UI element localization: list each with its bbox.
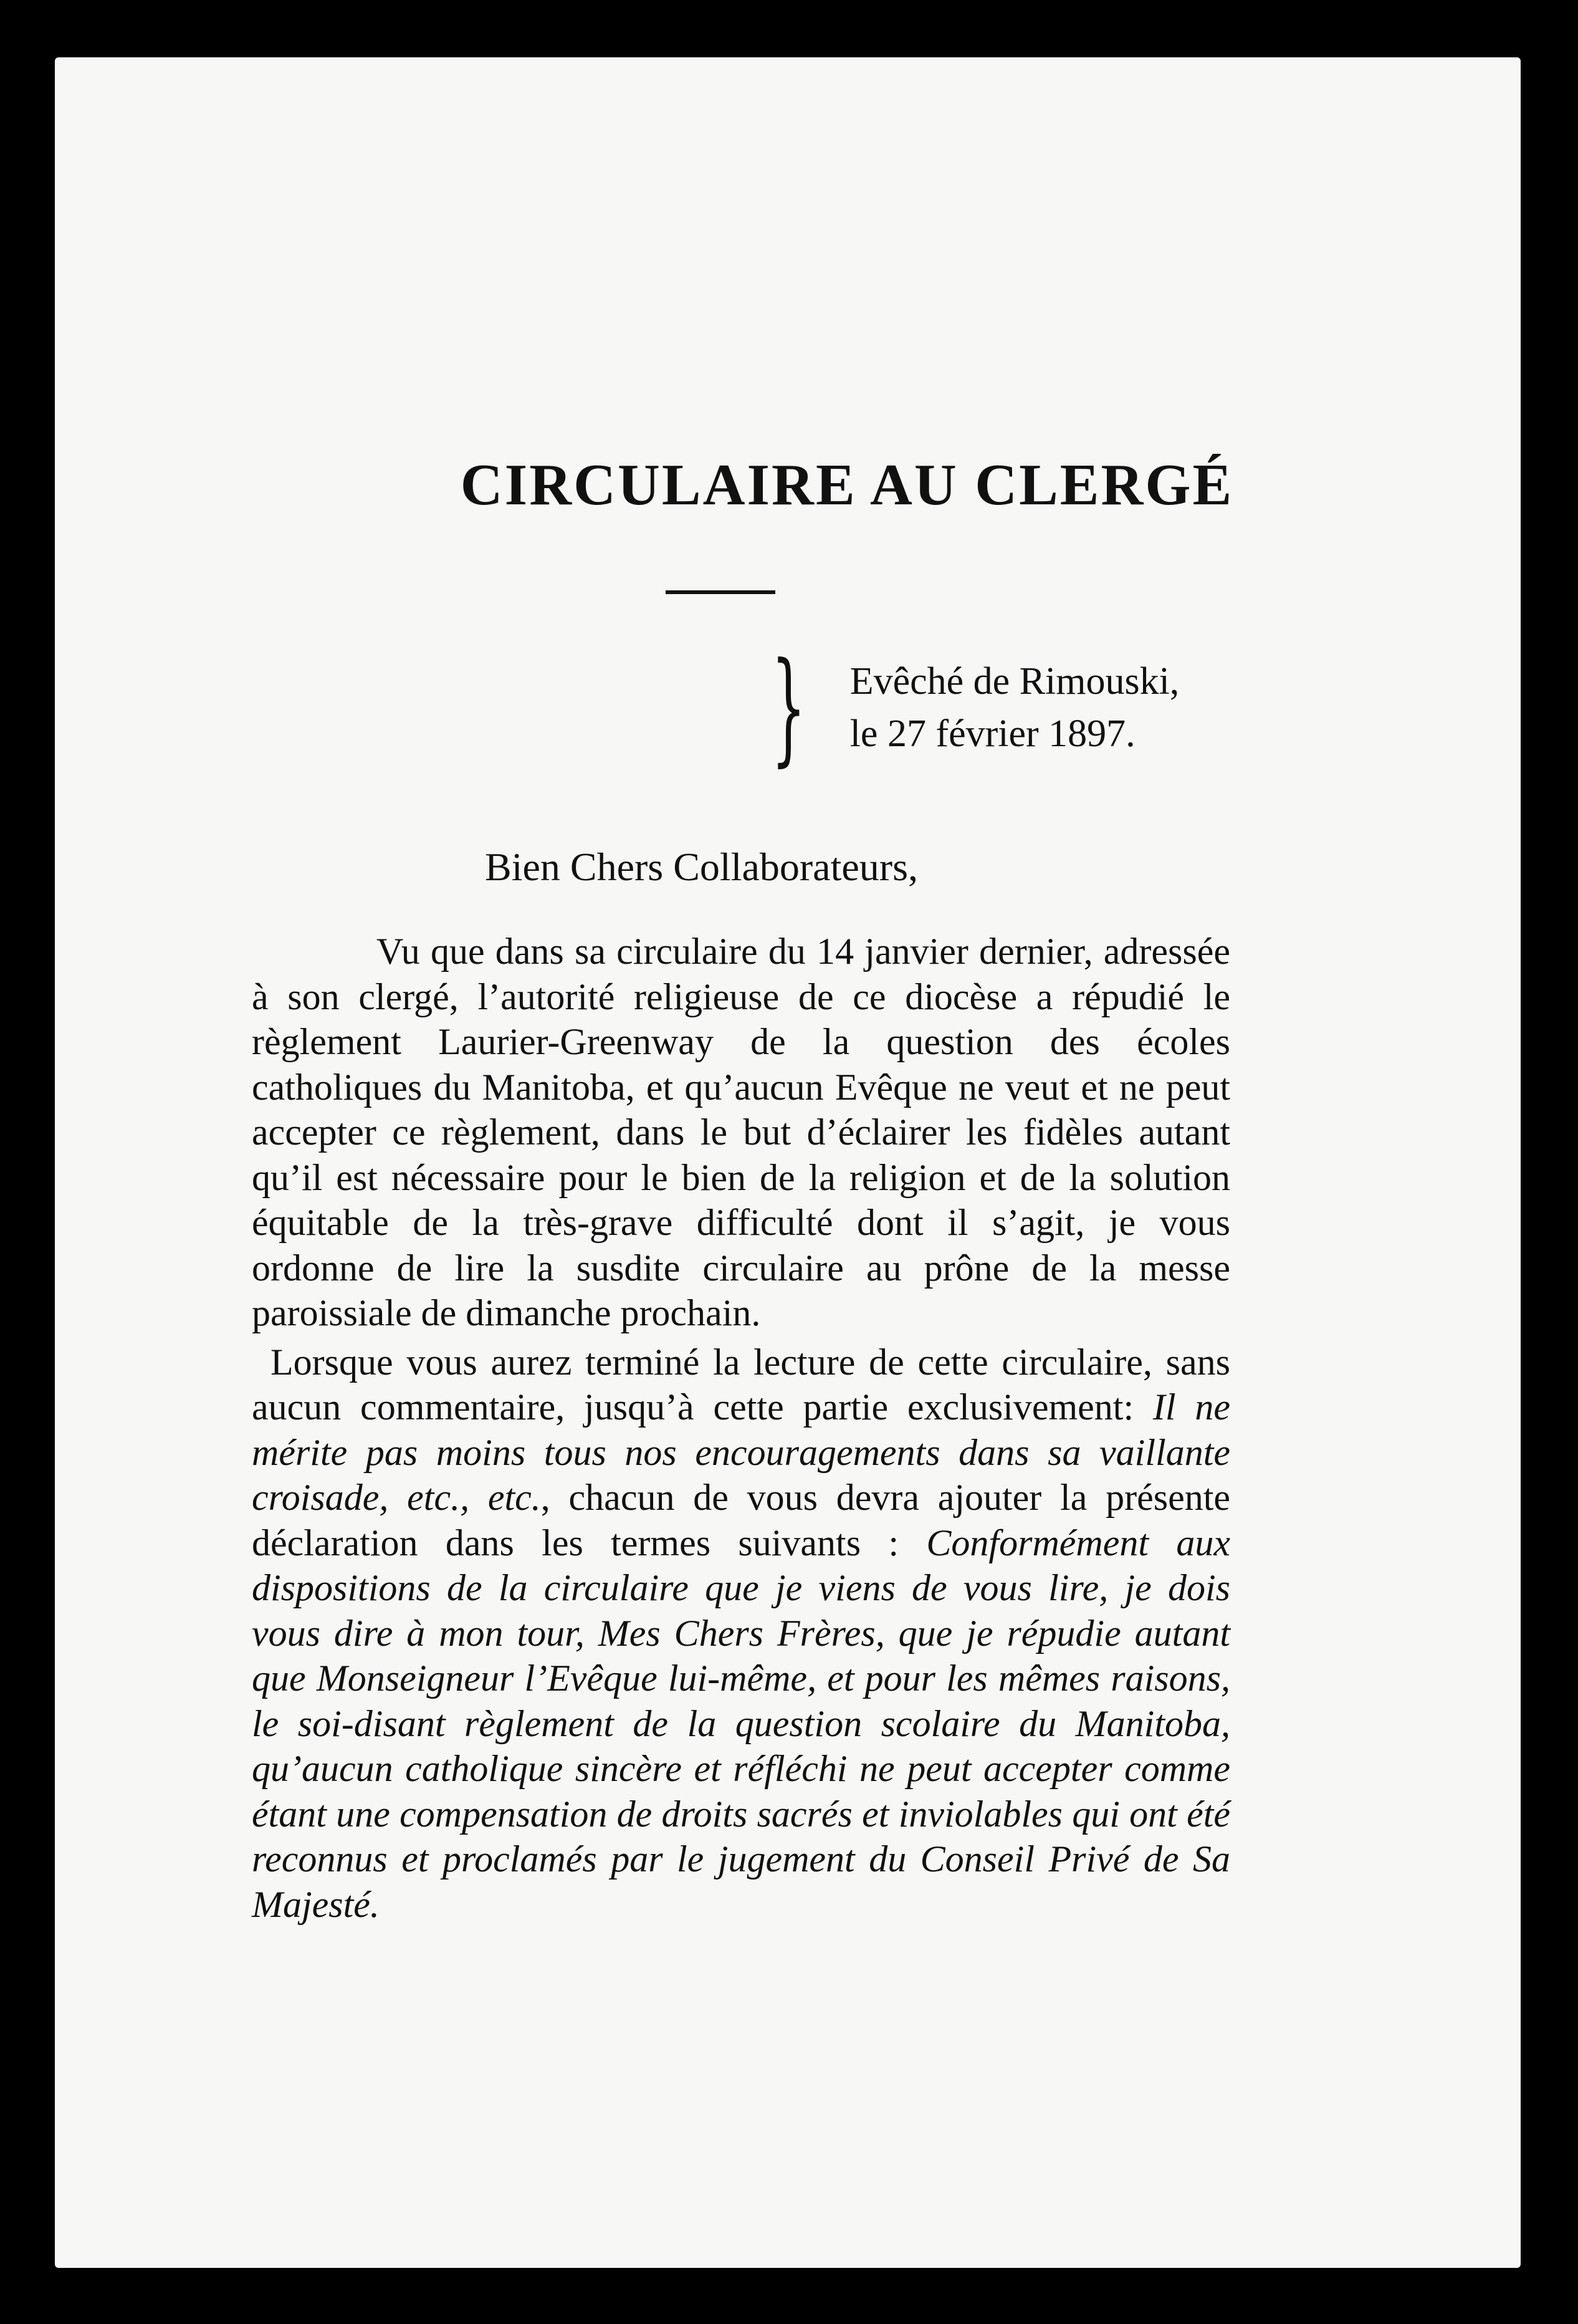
document-page (55, 57, 1521, 2268)
title-divider (666, 590, 775, 594)
paragraph-2-middle: , chacun de vous devra ajouter la présente déclaration dans les termes suivants : (252, 1477, 1230, 1563)
dateline-text (850, 655, 1180, 760)
paragraph-2 (252, 1340, 1230, 1928)
quoted-passage: Il ne mérite pas moins tous nos encouragements dans sa vaillante croisade, etc., etc. (252, 1386, 1231, 1518)
salutation: Bien Chers Collaborateurs, (485, 845, 918, 889)
paragraph-1: Vu que dans sa circulaire du 14 janvier dernier, adressée à son clergé, l’autorité religieuse de ce diocèse a répudié le règlement Laurier-Greenway de la question des écoles catholiques du Manitoba, et qu’aucun Evêque ne veut et ne peut accepter ce règlement, dans le but d’éclairer les fidèles autant qu’il est nécessaire pour le bien de la religion et de la solution équitable de la très-grave difficulté dont il s’agit, je vous ordonne de lire la susdite circulaire au prône de la messe paroissiale de dimanche prochain. (252, 931, 1230, 1333)
paragraph-2-intro: Lorsque vous aurez terminé la lecture de cette circulaire, sans aucun commentaire, jusqu’à cette partie exclusivement: (252, 1341, 1230, 1428)
page-title: CIRCULAIRE AU CLERGÉ (460, 453, 1234, 517)
dateline (750, 636, 1180, 779)
declaration-text: Conformément aux dispositions de la circulaire que je viens de vous lire, je dois vous dire à mon tour, Mes Chers Frères, que je répudie autant que Monseigneur l’Evêque lui-même, et pour les mêmes raisons, le soi-disant règlement de la question scolaire du Manitoba, qu’aucun catholique sincère et réfléchi ne peut accepter comme étant une compensation de droits sacrés et inviolables qui ont été reconnus et proclamés par le jugement du Conseil Privé de Sa Majesté. (252, 1522, 1230, 1925)
dateline-place: Evêché de Rimouski, (849, 660, 1180, 703)
dateline-date: le 27 février 1897. (849, 713, 1136, 755)
curly-brace-icon: } (771, 636, 806, 779)
letter-body (252, 929, 1230, 1927)
